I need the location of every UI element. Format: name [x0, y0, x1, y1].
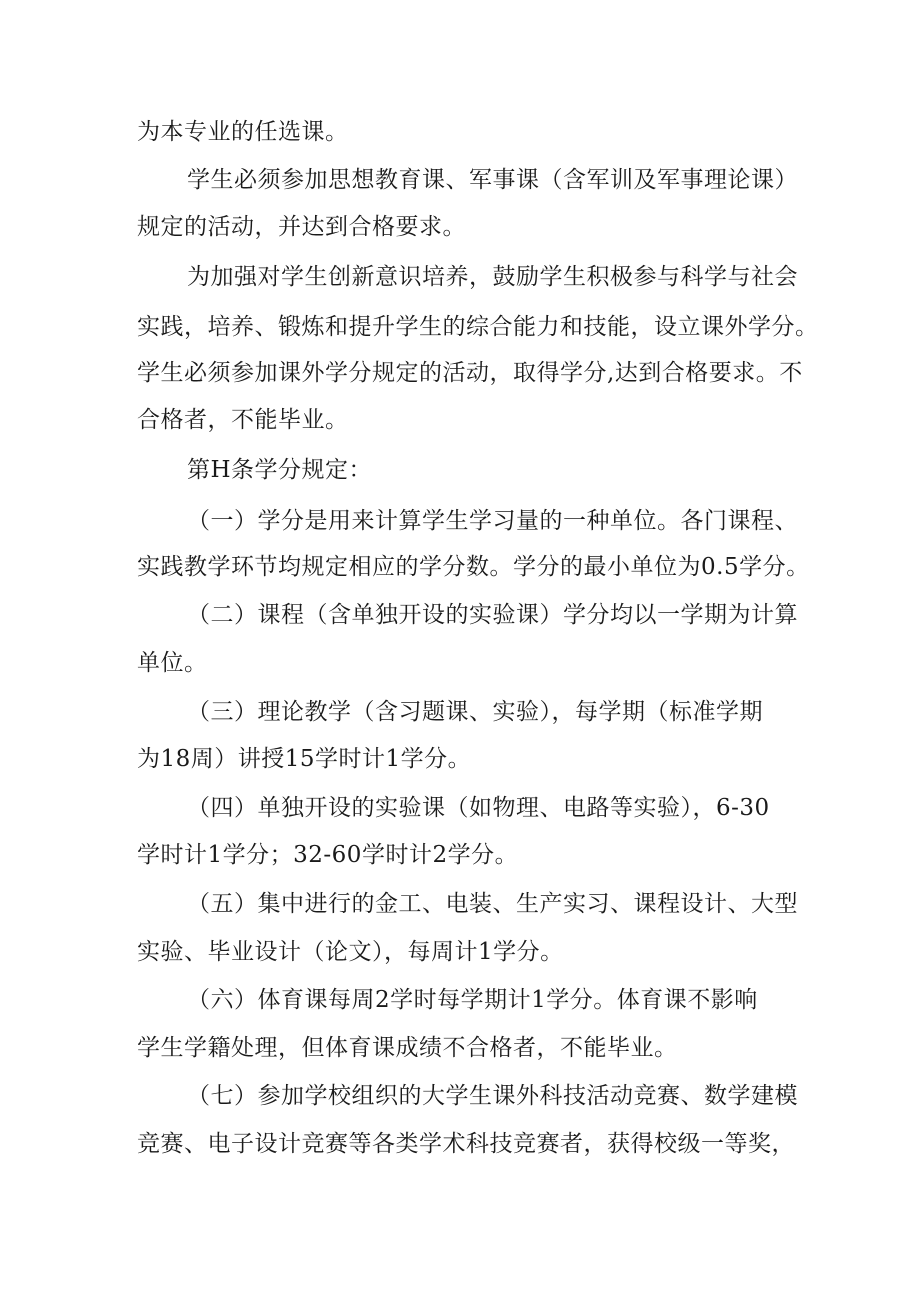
section-heading: 第H条学分规定：: [187, 457, 373, 483]
text-line: 单位。: [137, 650, 208, 676]
text-line: 学时计1学分；32-60学时计2学分。: [137, 842, 519, 868]
paragraph-first-line: （二）课程（含单独开设的实验课）学分均以一学期为计算: [187, 602, 798, 628]
text-line: 学生必须参加课外学分规定的活动，取得学分,达到合格要求。不: [137, 360, 803, 386]
text-line: 为本专业的任选课。: [137, 119, 349, 145]
paragraph-first-line: （四）单独开设的实验课（如物理、电路等实验），6-30: [187, 795, 770, 821]
text-line: 竞赛、电子设计竞赛等各类学术科技竞赛者，获得校级一等奖，: [137, 1131, 795, 1157]
text-line: 为18周）讲授15学时计1学分。: [137, 746, 472, 772]
text-line: 实验、毕业设计（论文），每周计1学分。: [137, 939, 564, 965]
paragraph-first-line: 为加强对学生创新意识培养，鼓励学生积极参与科学与社会: [187, 264, 798, 290]
text-line: 学生学籍处理，但体育课成绩不合格者，不能毕业。: [137, 1035, 678, 1061]
text-line: 实践，培养、锻炼和提升学生的综合能力和技能，设立课外学分。: [137, 314, 819, 340]
paragraph-first-line: （七）参加学校组织的大学生课外科技活动竞赛、数学建模: [187, 1083, 798, 1109]
text-line: 合格者，不能毕业。: [137, 407, 349, 433]
paragraph-first-line: （三）理论教学（含习题课、实验），每学期（标准学期: [187, 699, 763, 725]
paragraph-first-line: 学生必须参加思想教育课、军事课（含军训及军事理论课）: [187, 167, 798, 193]
paragraph-first-line: （五）集中进行的金工、电装、生产实习、课程设计、大型: [187, 891, 798, 917]
paragraph-first-line: （六）体育课每周2学时每学期计1学分。体育课不影响: [187, 987, 758, 1013]
paragraph-first-line: （一）学分是用来计算学生学习量的一种单位。各门课程、: [187, 508, 798, 534]
text-line: 实践教学环节均规定相应的学分数。学分的最小单位为0.5学分。: [137, 554, 810, 580]
text-line: 规定的活动，并达到合格要求。: [137, 214, 466, 240]
